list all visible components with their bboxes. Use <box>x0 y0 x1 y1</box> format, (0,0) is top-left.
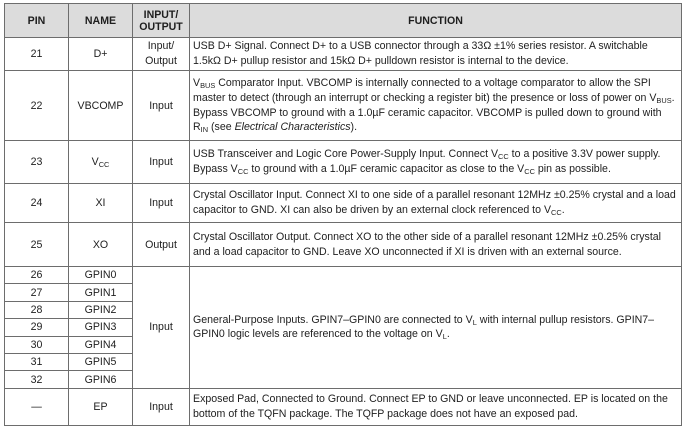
pin-function <box>190 184 682 223</box>
pin-name: GPIN6 <box>69 371 133 388</box>
function-subscript: IN <box>200 125 209 135</box>
pin-number: 27 <box>5 284 69 301</box>
header-input-output <box>133 4 190 38</box>
pin-io: Input <box>133 388 190 425</box>
function-text: USB Transceiver and Logic Core Power-Supply Input. Connect V <box>193 148 499 161</box>
table-row <box>5 388 682 425</box>
pin-name: VBCOMP <box>69 71 133 141</box>
function-text: ). <box>350 121 358 134</box>
function-subscript: L <box>472 317 477 327</box>
table-row <box>5 141 682 184</box>
function-subscript: CC <box>551 208 562 217</box>
pin-name: GPIN3 <box>69 319 133 336</box>
function-subscript: BUS <box>200 81 216 91</box>
function-text: to a positive 3.3V power supply. Bypass V <box>193 148 661 175</box>
table-row <box>5 71 682 141</box>
function-text: General-Purpose Inputs. GPIN7–GPIN0 are connected to V <box>193 313 473 326</box>
pin-io <box>133 38 190 71</box>
pin-number: 25 <box>5 223 69 267</box>
header-name: NAME <box>69 4 133 38</box>
pin-number: 31 <box>5 353 69 370</box>
pin-function <box>190 141 682 184</box>
pin-name: GPIN1 <box>69 284 133 301</box>
function-subscript: CC <box>237 167 249 176</box>
pin-number: 26 <box>5 267 69 284</box>
pin-function <box>190 223 682 267</box>
function-text: Exposed Pad, Connected to Ground. Connect EP to GND or leave unconnected. EP is located on the bottom of the TQFN package. The TQFP package does not have an exposed pad. <box>193 393 668 420</box>
pin-number: — <box>5 388 69 425</box>
function-text: with internal pullup resistors. GPIN7–GPIN0 logic levels are referenced to the voltage on V <box>193 313 655 341</box>
pin-number: 23 <box>5 141 69 184</box>
pin-name-subscript: CC <box>98 160 110 169</box>
table-row <box>5 267 682 284</box>
pin-name: GPIN5 <box>69 353 133 370</box>
pin-name: GPIN0 <box>69 267 133 284</box>
function-text: Comparator Input. VBCOMP is internally connected to a voltage comparator to allow the SPI master to detect (through an interrupt or checking a register bit) the presence or loss of power on V <box>193 77 657 104</box>
pin-name: EP <box>69 388 133 425</box>
function-subscript: CC <box>498 152 509 162</box>
header-io-line2: OUTPUT <box>139 20 183 33</box>
function-reference: Electrical Characteristics <box>234 121 351 134</box>
pin-name: GPIN4 <box>69 336 133 353</box>
function-subscript: BUS <box>656 95 672 105</box>
pin-number: 22 <box>5 71 69 141</box>
table-row <box>5 223 682 267</box>
pin-description-table <box>4 3 682 426</box>
function-subscript: CC <box>524 167 535 176</box>
header-io-line1: INPUT/ <box>143 8 179 21</box>
function-text: USB D+ Signal. Connect D+ to a USB connector through a 33Ω ±1% series resistor. A switchable 1.5kΩ D+ pullup resistor and 15kΩ D+ pulldown resistor is internal to the device. <box>193 40 648 67</box>
pin-name: GPIN2 <box>69 301 133 318</box>
function-subscript: L <box>442 332 447 342</box>
header-row <box>5 4 682 38</box>
pin-function <box>190 388 682 425</box>
pin-function <box>190 267 682 389</box>
pin-io: Output <box>133 223 190 267</box>
function-text: (see <box>208 121 235 134</box>
pin-name: D+ <box>69 38 133 71</box>
pin-io: Input <box>133 267 190 389</box>
pin-io: Input <box>133 141 190 184</box>
pin-function <box>190 38 682 71</box>
function-text: Crystal Oscillator Output. Connect XO to the other side of a parallel resonant 12MHz ±0.25% crystal and a load capacitor to GND. Leave XO unconnected if XI is driven with an external source. <box>193 230 662 258</box>
pin-number: 28 <box>5 301 69 318</box>
header-function: FUNCTION <box>190 4 682 38</box>
pin-number: 32 <box>5 371 69 388</box>
header-pin: PIN <box>5 4 69 38</box>
pin-name: XO <box>69 223 133 267</box>
function-text: . Bypass VBCOMP to ground with a 1.0µF ceramic capacitor. VBCOMP is pulled down to ground with R <box>193 91 675 134</box>
pin-io: Input <box>133 71 190 141</box>
pin-number: 29 <box>5 319 69 336</box>
pin-io: Input <box>133 184 190 223</box>
table-row <box>5 38 682 71</box>
function-text: V <box>193 77 201 90</box>
pin-name: XI <box>69 184 133 223</box>
pin-number: 24 <box>5 184 69 223</box>
pin-name-text: V <box>91 156 99 168</box>
pin-function <box>190 71 682 141</box>
function-text: Crystal Oscillator Input. Connect XI to one side of a parallel resonant 12MHz ±0.25% crystal and a load capacitor to GND. XI can also be driven by an external clock referenced to V <box>193 189 676 216</box>
pin-name <box>69 141 133 184</box>
pin-number: 30 <box>5 336 69 353</box>
function-text: pin as possible. <box>534 163 611 175</box>
pin-number: 21 <box>5 38 69 71</box>
function-text: . <box>446 328 450 341</box>
function-text: . <box>561 204 565 216</box>
function-text: to ground with a 1.0µF ceramic capacitor as close to the V <box>248 163 525 175</box>
pin-io-line2: Output <box>145 55 177 67</box>
table-row <box>5 184 682 223</box>
pin-io-line1: Input/ <box>147 40 175 53</box>
